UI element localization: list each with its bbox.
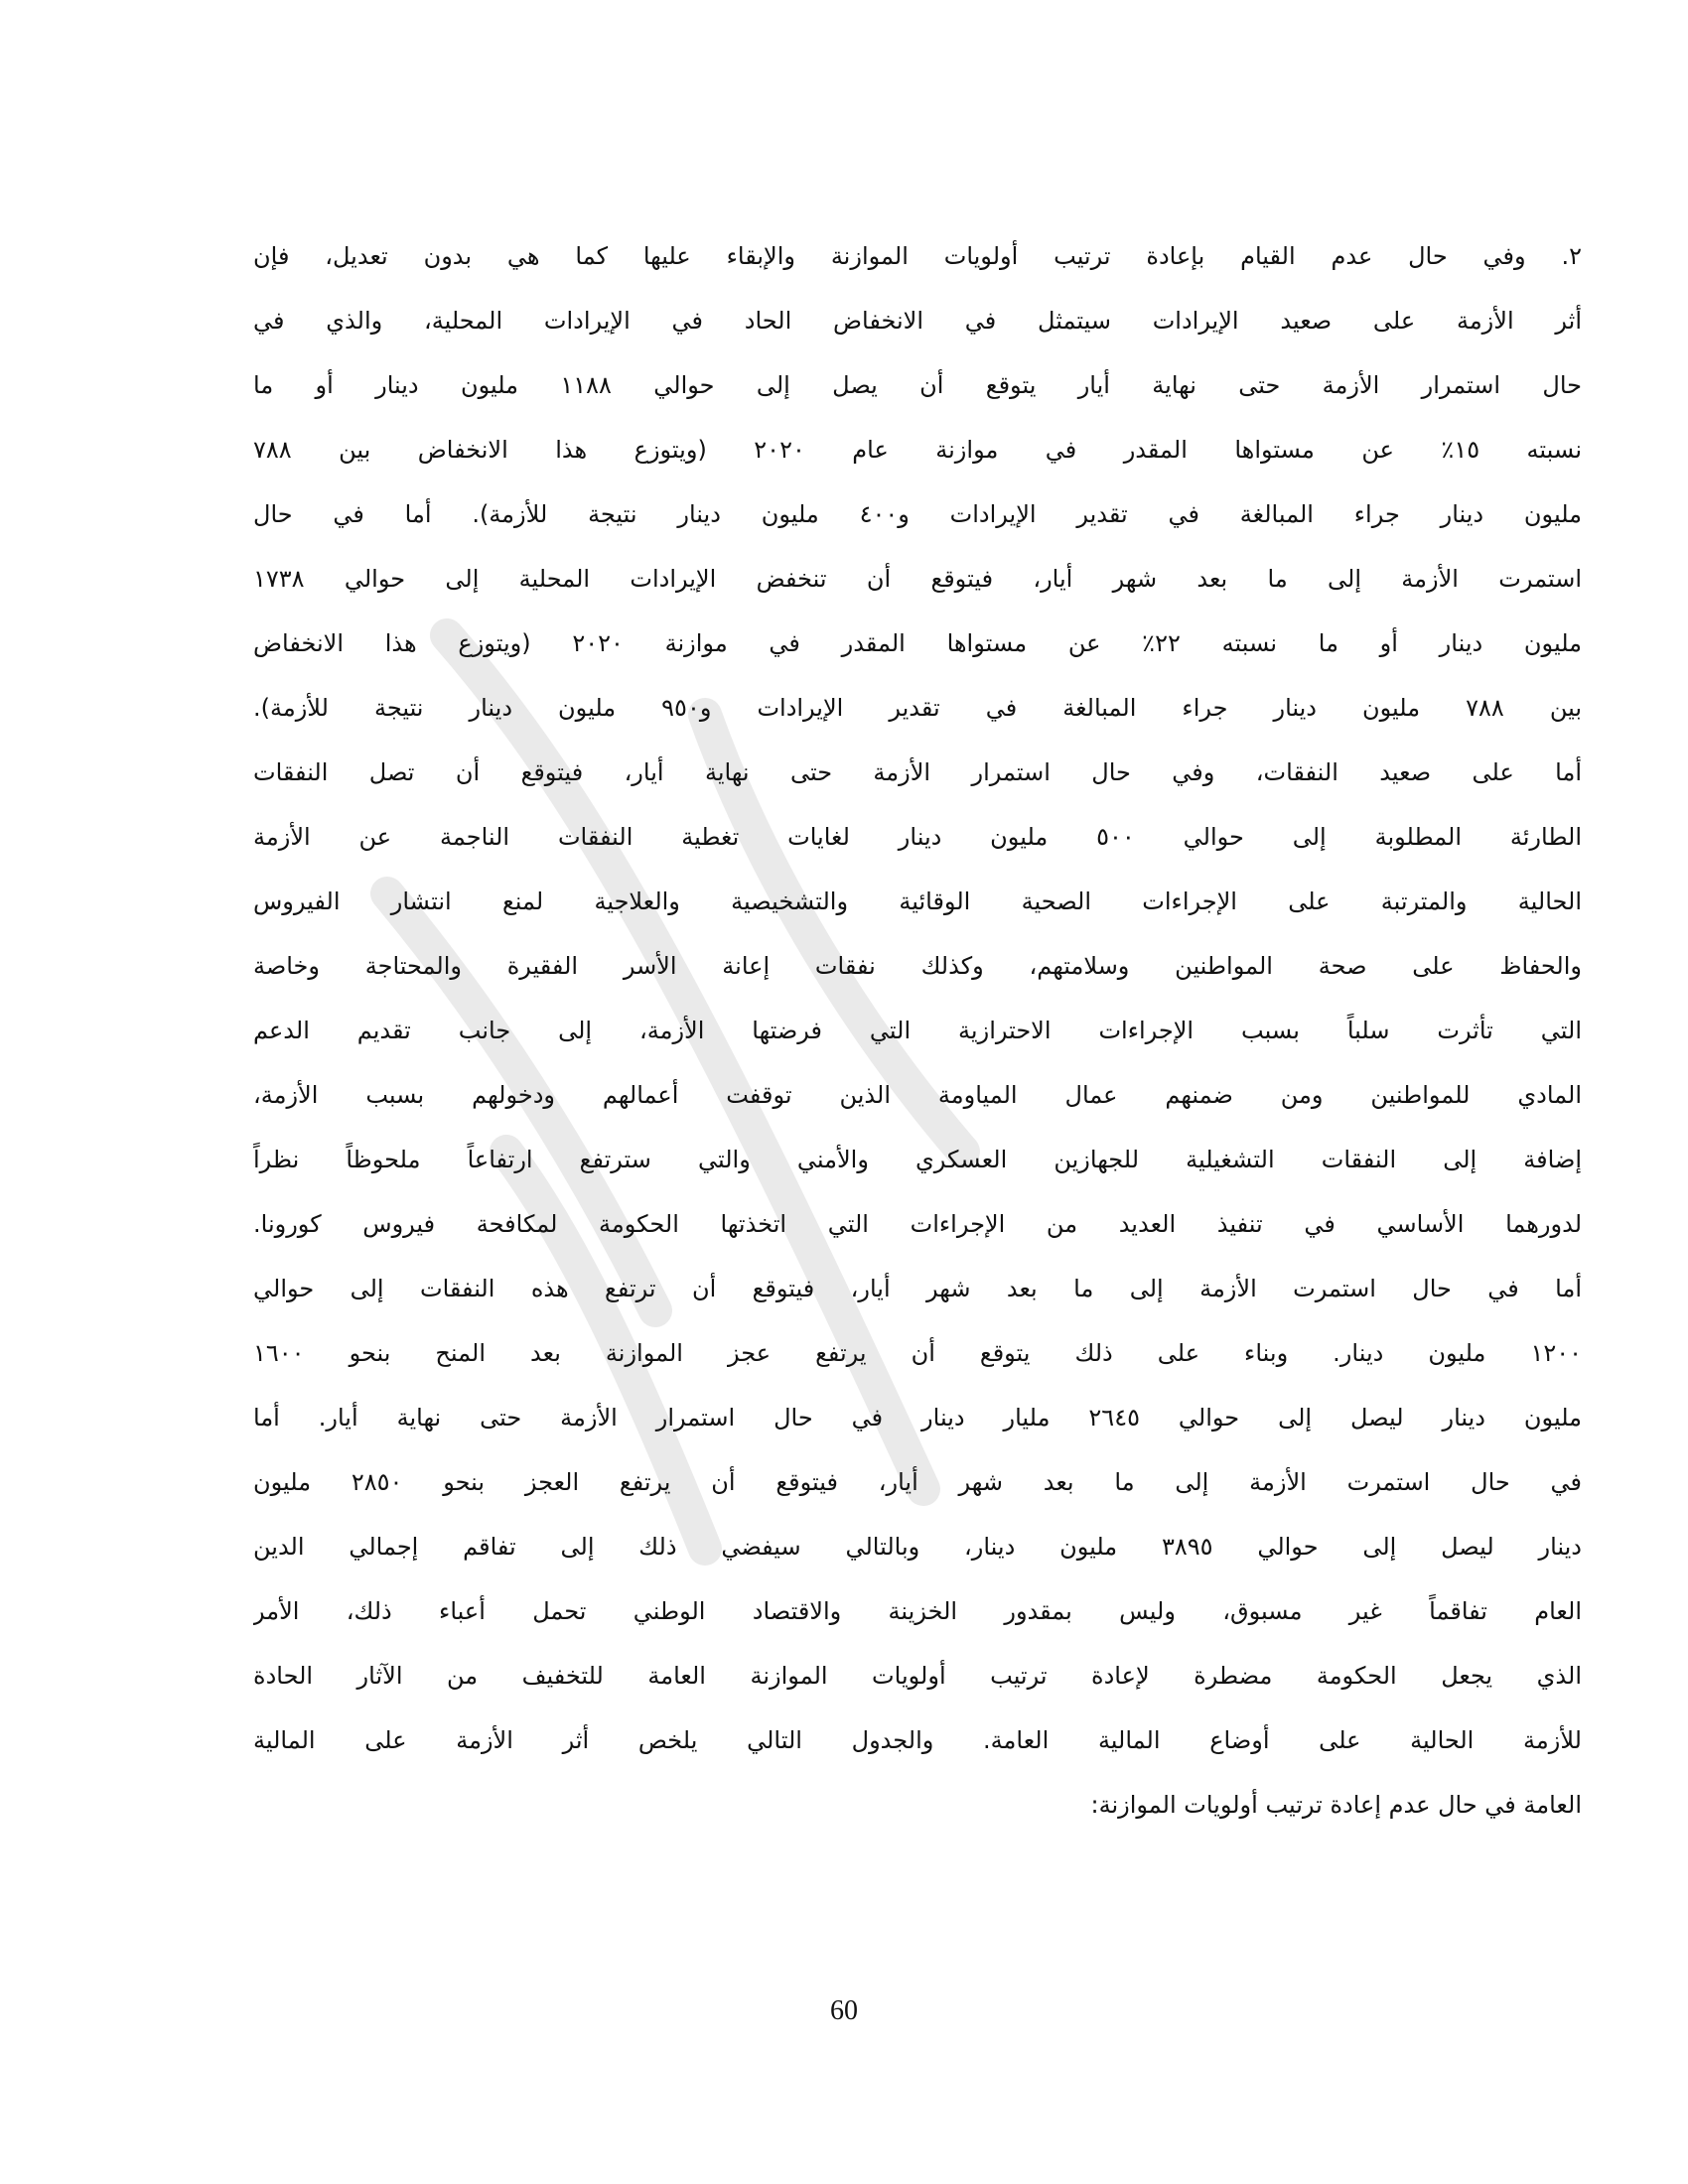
text-line: ١٢٠٠ مليون دينار. وبناء على ذلك يتوقع أن يرتفع عجز الموازنة بعد المنح بنحو ١٦٠٠ <box>253 1339 1582 1367</box>
text-line: ٢. وفي حال عدم القيام بإعادة ترتيب أولويات الموازنة والإبقاء عليها كما هي بدون تعديل، فإن <box>253 242 1582 270</box>
page-number: 60 <box>830 1995 858 2026</box>
text-line: مليون دينار جراء المبالغة في تقدير الإيرادات و٤٠٠ مليون دينار نتيجة للأزمة). أما في حال <box>253 500 1582 528</box>
text-line: مليون دينار ليصل إلى حوالي ٢٦٤٥ مليار دينار في حال استمرار الأزمة حتى نهاية أيار. أما <box>253 1404 1582 1432</box>
text-line: دينار ليصل إلى حوالي ٣٨٩٥ مليون دينار، وبالتالي سيفضي ذلك إلى تفاقم إجمالي الدين <box>253 1533 1582 1561</box>
text-line: الذي يجعل الحكومة مضطرة لإعادة ترتيب أولويات الموازنة العامة للتخفيف من الآثار الحادة <box>253 1662 1582 1690</box>
text-line: الطارئة المطلوبة إلى حوالي ٥٠٠ مليون دينار لغايات تغطية النفقات الناجمة عن الأزمة <box>253 823 1582 851</box>
text-line: نسبته ١٥٪ عن مستواها المقدر في موازنة عام ٢٠٢٠ (ويتوزع هذا الانخفاض بين ٧٨٨ <box>253 436 1582 464</box>
text-line: للأزمة الحالية على أوضاع المالية العامة. والجدول التالي يلخص أثر الأزمة على المالية <box>253 1726 1582 1754</box>
text-line: بين ٧٨٨ مليون دينار جراء المبالغة في تقدير الإيرادات و٩٥٠ مليون دينار نتيجة للأزمة). <box>253 694 1582 722</box>
text-line: أما في حال استمرت الأزمة إلى ما بعد شهر أيار، فيتوقع أن ترتفع هذه النفقات إلى حوالي <box>253 1275 1582 1302</box>
text-line: حال استمرار الأزمة حتى نهاية أيار يتوقع أن يصل إلى حوالي ١١٨٨ مليون دينار أو ما <box>253 371 1582 399</box>
text-line: في حال استمرت الأزمة إلى ما بعد شهر أيار، فيتوقع أن يرتفع العجز بنحو ٢٨٥٠ مليون <box>253 1468 1582 1496</box>
document-body <box>253 230 1582 1843</box>
paragraph-expenditure <box>253 747 1582 1843</box>
text-line: إضافة إلى النفقات التشغيلية للجهازين العسكري والأمني والتي سترتفع ارتفاعاً ملحوظاً نظراً <box>253 1146 1582 1173</box>
text-line: أما على صعيد النفقات، وفي حال استمرار الأزمة حتى نهاية أيار، فيتوقع أن تصل النفقات <box>253 758 1582 786</box>
text-line: والحفاظ على صحة المواطنين وسلامتهم، وكذلك نفقات إعانة الأسر الفقيرة والمحتاجة وخاصة <box>253 952 1582 980</box>
text-line: التي تأثرت سلباً بسبب الإجراءات الاحترازية التي فرضتها الأزمة، إلى جانب تقديم الدعم <box>253 1017 1582 1044</box>
text-line: استمرت الأزمة إلى ما بعد شهر أيار، فيتوقع أن تنخفض الإيرادات المحلية إلى حوالي ١٧٣٨ <box>253 565 1582 593</box>
text-line: أثر الأزمة على صعيد الإيرادات سيتمثل في الانخفاض الحاد في الإيرادات المحلية، والذي في <box>253 307 1582 335</box>
paragraph-revenue <box>253 230 1582 747</box>
text-line: الحالية والمترتبة على الإجراءات الصحية الوقائية والتشخيصية والعلاجية لمنع انتشار الفيروس <box>253 887 1582 915</box>
text-line: المادي للمواطنين ومن ضمنهم عمال المياومة الذين توقفت أعمالهم ودخولهم بسبب الأزمة، <box>253 1081 1582 1109</box>
text-line: العامة في حال عدم إعادة ترتيب أولويات الموازنة: <box>1090 1791 1582 1819</box>
text-line: مليون دينار أو ما نسبته ٢٢٪ عن مستواها المقدر في موازنة ٢٠٢٠ (ويتوزع هذا الانخفاض <box>253 629 1582 657</box>
text-line: لدورهما الأساسي في تنفيذ العديد من الإجراءات التي اتخذتها الحكومة لمكافحة فيروس كورونا. <box>253 1210 1582 1238</box>
text-line: العام تفاقماً غير مسبوق، وليس بمقدور الخزينة والاقتصاد الوطني تحمل أعباء ذلك، الأمر <box>253 1597 1582 1625</box>
